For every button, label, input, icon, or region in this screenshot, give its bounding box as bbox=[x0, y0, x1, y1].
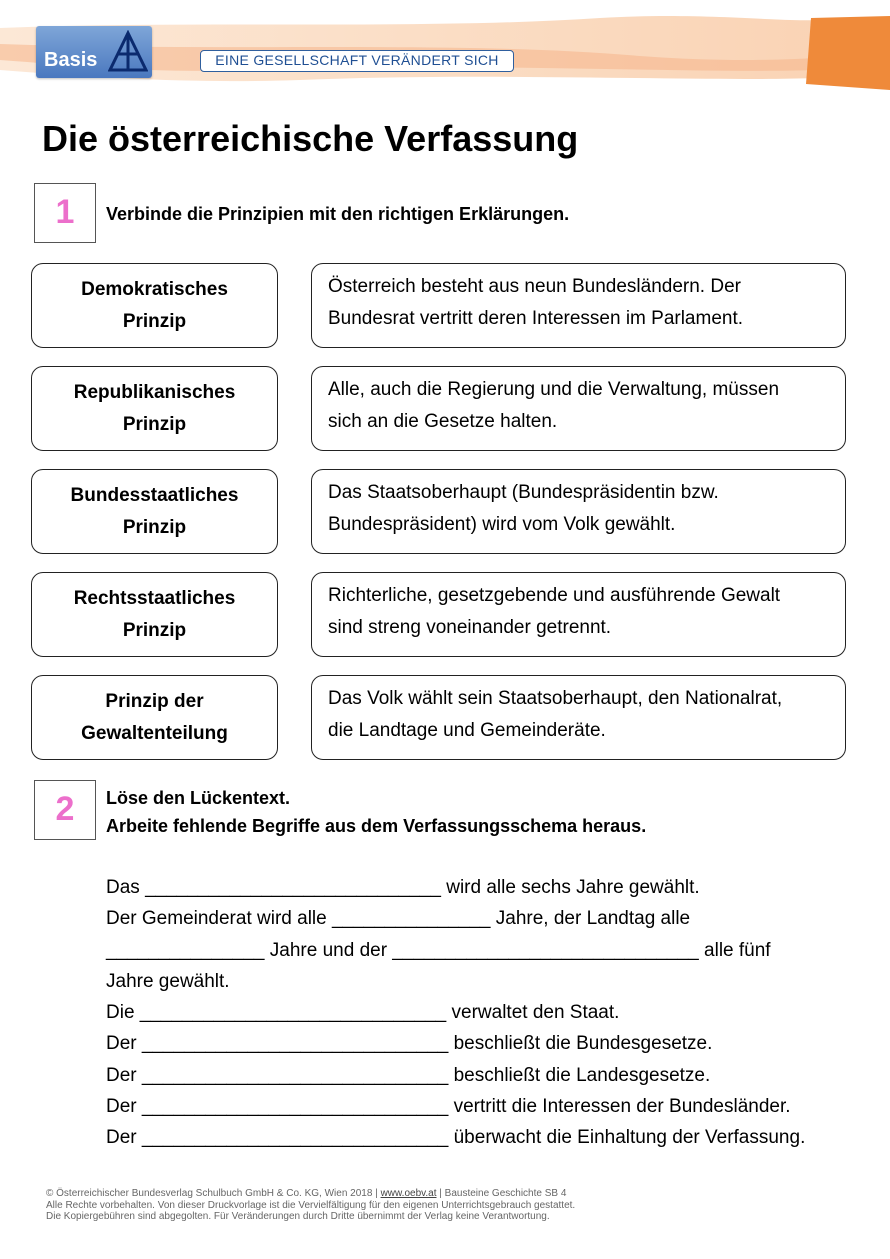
explanation-box[interactable] bbox=[311, 263, 846, 348]
gap-line[interactable]: Der _____________________________ überwacht die Einhaltung der Verfassung. bbox=[106, 1127, 806, 1149]
gap-line[interactable]: Der Gemeinderat wird alle _______________ Jahre, der Landtag alle bbox=[106, 908, 691, 930]
gap-line: Jahre gewählt. bbox=[106, 970, 230, 992]
explanation-box[interactable] bbox=[311, 675, 846, 760]
principle-line1: Prinzip der bbox=[105, 691, 204, 712]
principle-line2: Prinzip bbox=[122, 311, 187, 332]
principle-line1: Rechtsstaatliches bbox=[73, 588, 236, 609]
task-number-1: 1 bbox=[34, 183, 96, 243]
footer-line1 bbox=[46, 1188, 575, 1200]
series-title: EINE GESELLSCHAFT VERÄNDERT SICH bbox=[200, 50, 514, 72]
footer bbox=[46, 1188, 575, 1223]
principle-line1: Bundesstaatliches bbox=[70, 485, 239, 506]
explanation-box[interactable] bbox=[311, 366, 846, 451]
gap-line[interactable]: Der _____________________________ vertritt die Interessen der Bundesländer. bbox=[106, 1096, 791, 1118]
footer-link[interactable]: www.oebv.at bbox=[380, 1188, 437, 1199]
task2-instruction-2: Arbeite fehlende Begriffe aus dem Verfassungsschema heraus. bbox=[106, 816, 647, 836]
gap-line[interactable]: Der _____________________________ beschließt die Landesgesetze. bbox=[106, 1064, 711, 1086]
footer-copyright: © Österreichischer Bundesverlag Schulbuch GmbH & Co. KG, Wien 2018 | bbox=[46, 1188, 381, 1199]
gap-text bbox=[106, 872, 866, 1154]
gap-line[interactable]: Der _____________________________ beschließt die Bundesgesetze. bbox=[106, 1033, 713, 1055]
explanation-line1: Das Volk wählt sein Staatsoberhaupt, den Nationalrat, bbox=[328, 688, 783, 709]
explanation-box[interactable] bbox=[311, 572, 846, 657]
task1-instruction: Verbinde die Prinzipien mit den richtigen Erklärungen. bbox=[106, 204, 570, 224]
principle-box[interactable] bbox=[31, 263, 278, 348]
gap-line[interactable]: Die _____________________________ verwaltet den Staat. bbox=[106, 1002, 620, 1024]
explanation-line2: Bundesrat vertritt deren Interessen im Parlament. bbox=[328, 308, 744, 329]
principle-line2: Prinzip bbox=[122, 414, 187, 435]
explanation-line1: Das Staatsoberhaupt (Bundespräsidentin bzw. bbox=[328, 482, 719, 503]
triangle-logo-icon bbox=[108, 30, 148, 74]
explanation-line2: Bundespräsident) wird vom Volk gewählt. bbox=[328, 514, 676, 535]
explanation-line2: sich an die Gesetze halten. bbox=[328, 411, 558, 432]
explanation-box[interactable] bbox=[311, 469, 846, 554]
explanation-line1: Alle, auch die Regierung und die Verwaltung, müssen bbox=[328, 379, 780, 400]
explanation-line1: Österreich besteht aus neun Bundesländern. Der bbox=[328, 276, 741, 297]
principle-box[interactable] bbox=[31, 469, 278, 554]
principle-box[interactable] bbox=[31, 366, 278, 451]
footer-line2: Alle Rechte vorbehalten. Von dieser Druckvorlage ist die Vervielfältigung für den eigenen Unterrichtsgebrauch gestattet. bbox=[46, 1199, 576, 1211]
task2-instruction-1: Löse den Lückentext. bbox=[106, 788, 291, 808]
footer-line3: Die Kopiergebühren sind abgegolten. Für Veränderungen durch Dritte übernimmt der Verlag keine Verantwortung. bbox=[46, 1211, 550, 1222]
explanation-line1: Richterliche, gesetzgebende und ausführende Gewalt bbox=[328, 585, 781, 606]
principle-box[interactable] bbox=[31, 572, 278, 657]
task-number-2: 2 bbox=[34, 780, 96, 840]
principle-line2: Prinzip bbox=[122, 517, 187, 538]
explanation-line2: sind streng voneinander getrennt. bbox=[328, 617, 612, 638]
page-title: Die österreichische Verfassung bbox=[42, 118, 579, 159]
explanation-line2: die Landtage und Gemeinderäte. bbox=[328, 720, 606, 741]
footer-book: | Bausteine Geschichte SB 4 bbox=[436, 1188, 567, 1199]
principle-box[interactable] bbox=[31, 675, 278, 760]
principle-line2: Prinzip bbox=[122, 620, 187, 641]
logo-text: Basis bbox=[44, 49, 98, 71]
basis-logo bbox=[36, 26, 152, 78]
principle-line2: Gewaltenteilung bbox=[81, 723, 228, 744]
gap-line[interactable]: Das ____________________________ wird alle sechs Jahre gewählt. bbox=[106, 877, 700, 898]
task2-instructions bbox=[106, 784, 646, 840]
principle-line1: Republikanisches bbox=[73, 382, 236, 403]
principle-line1: Demokratisches bbox=[81, 279, 228, 300]
gap-line[interactable]: _______________ Jahre und der _____________________________ alle fünf bbox=[106, 939, 771, 961]
